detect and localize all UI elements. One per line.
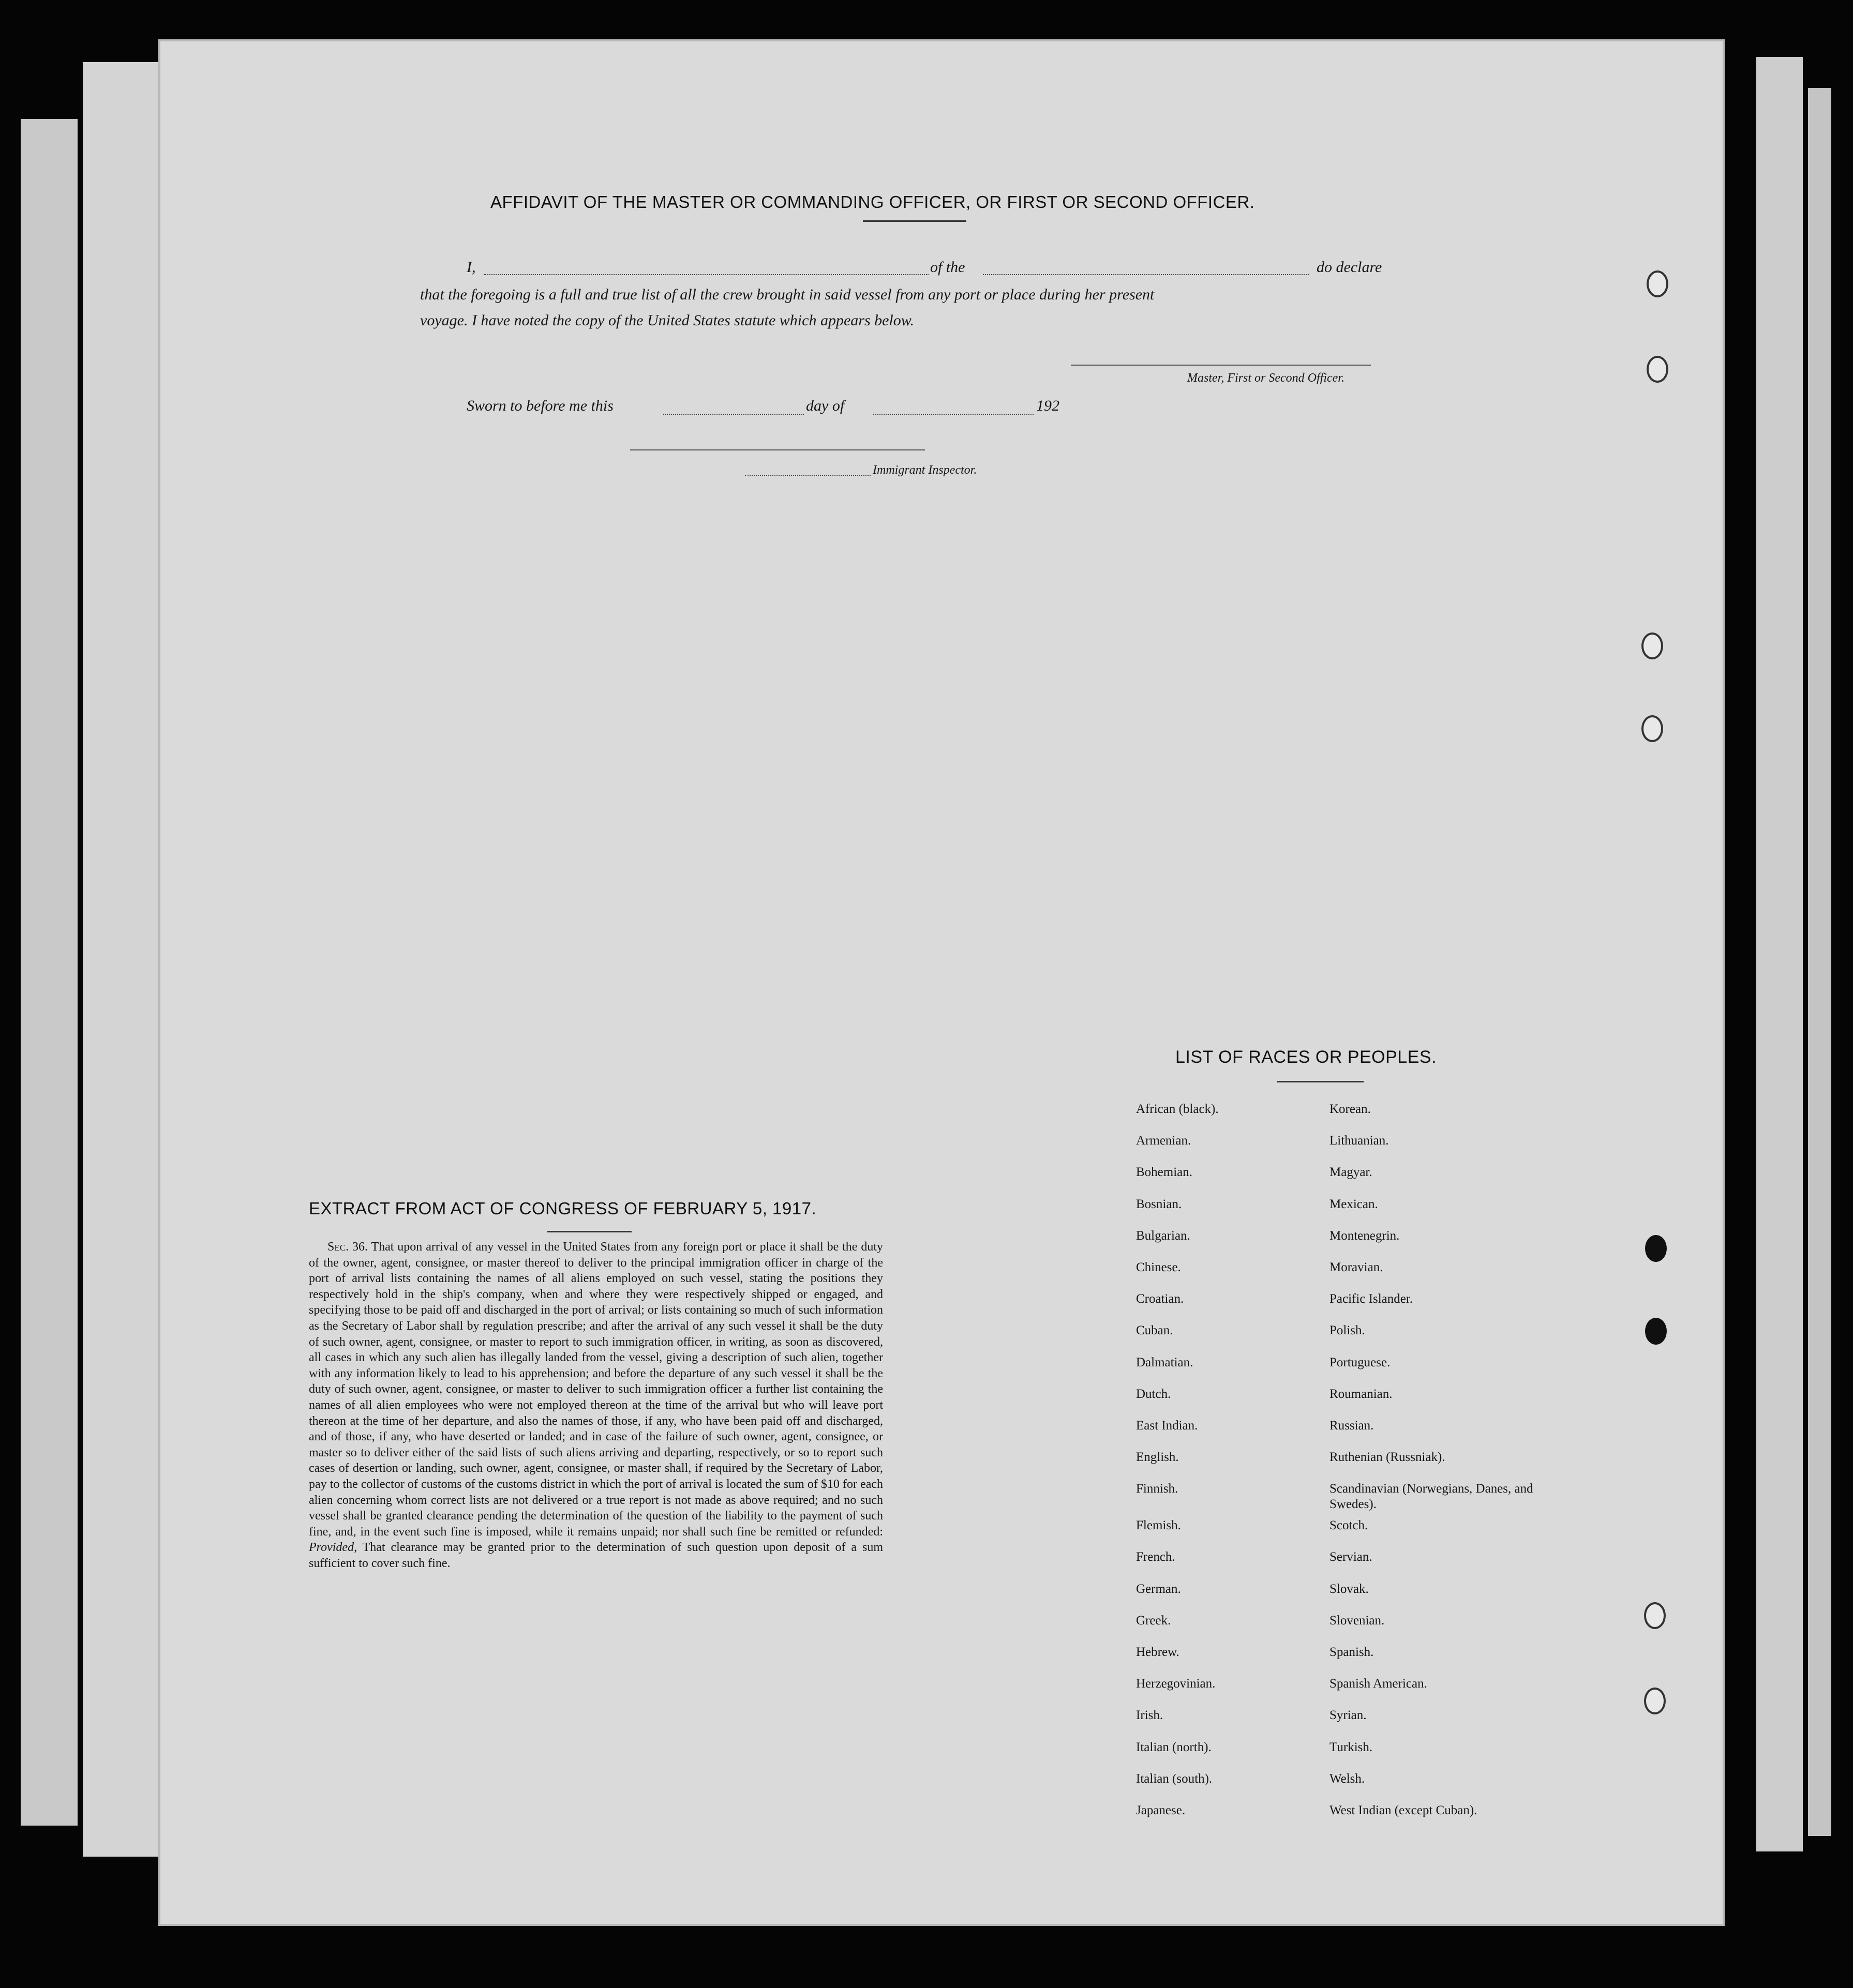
affidavit-line-3: voyage. I have noted the copy of the United States statute which appears below.: [420, 312, 915, 329]
extract-text: That upon arrival of any vessel in the United States from any foreign port or place it shall be the duty of the owner, agent, consignee, or master thereof to deliver to the principal immigration officer in charge of the port of arrival lists containing the names of all aliens employed on such vessel, stating the positions they respectively hold in the ship's company, when and where they were respectively shipped or engaged, and specifying those to be paid off and discharged in the port of arrival; or lists containing so much of such information as the Secretary of Labor shall by regulation prescribe; and after the arrival of any such vessel it shall be the duty of such owner, agent, consignee, or master to report to such immigration officer, in writing, as soon as discovered, all cases in which any such alien has illegally landed from the vessel, giving a description of such alien, together with any information likely to lead to his apprehension; and before the departure of any such vessel it shall be the duty of such owner, agent, consignee, or master to deliver to such immigration officer a further list containing the names of all alien employees who were not employed thereon at the time of the arrival but who will leave port thereon at the time of her departure, and also the names of those, if any, who have been paid off and discharged, and of those, if any, who have deserted or landed; and in case of the failure of such owner, agent, consignee, or master so to deliver either of the said lists of such aliens arriving and departing, respectively, or so to report such cases of desertion or landing, such owner, agent, consignee, or master shall, if required by the Secretary of Labor, pay to the collector of customs of the customs district in which the port of arrival is located the sum of $10 for each alien concerning whom correct lists are not delivered or a true report is not made as above required; and no such vessel shall be granted clearance pending the determination of the question of the liability to the payment of such fine, and, in the event such fine is imposed, while it remains unpaid; nor shall such fine be remitted or refunded:: [309, 1240, 883, 1539]
race-item: Japanese.: [1136, 1803, 1186, 1817]
extract-provided: Provided,: [309, 1541, 357, 1555]
affidavit-declare: do declare: [1317, 259, 1382, 276]
race-item: Italian (south).: [1136, 1771, 1213, 1786]
year-prefix: 192: [1036, 397, 1059, 414]
races-title: LIST OF RACES OR PEOPLES.: [1175, 1047, 1437, 1067]
race-item: Korean.: [1329, 1102, 1371, 1116]
race-item: West Indian (except Cuban).: [1329, 1803, 1477, 1817]
race-item: Scotch.: [1329, 1518, 1368, 1533]
affidavit-title: AFFIDAVIT OF THE MASTER OR COMMANDING OFFICER, OR FIRST OR SECOND OFFICER.: [490, 192, 1255, 212]
affidavit-line-2: that the foregoing is a full and true list of all the crew brought in said vessel from any port or place during her present: [420, 286, 1155, 303]
race-item: Ruthenian (Russniak).: [1329, 1450, 1445, 1465]
race-item: Herzegovinian.: [1136, 1677, 1216, 1691]
race-item: Moravian.: [1329, 1260, 1383, 1274]
race-item: German.: [1136, 1582, 1181, 1596]
extract-body: [309, 1239, 883, 1571]
sworn-before: Sworn to before me this: [467, 397, 614, 414]
race-item: Scandinavian (Norwegians, Danes, and Swedes).: [1329, 1482, 1533, 1512]
vessel-name-field[interactable]: [983, 274, 1309, 275]
race-item: Bosnian.: [1136, 1197, 1182, 1211]
race-item: Slovak.: [1329, 1582, 1369, 1596]
punch-hole-icon: [1641, 632, 1663, 659]
race-item: Hebrew.: [1136, 1645, 1179, 1659]
race-item: Pacific Islander.: [1329, 1292, 1413, 1306]
punch-hole-icon: [1644, 1602, 1666, 1629]
race-item: Cuban.: [1136, 1323, 1173, 1338]
race-item: Dalmatian.: [1136, 1355, 1193, 1369]
race-item: English.: [1136, 1450, 1179, 1465]
race-item: Spanish.: [1329, 1645, 1374, 1659]
background-page-left: [21, 119, 78, 1826]
race-item: Bohemian.: [1136, 1165, 1193, 1180]
extract-title-underline: [547, 1231, 632, 1232]
race-item: Finnish.: [1136, 1482, 1178, 1496]
sworn-day-field[interactable]: [663, 414, 804, 415]
background-page-left-inner: [83, 62, 166, 1857]
punch-hole-icon: [1644, 1688, 1666, 1714]
race-item: Roumanian.: [1329, 1387, 1393, 1401]
punch-hole-icon: [1647, 270, 1668, 297]
master-name-field[interactable]: [484, 274, 929, 275]
race-item: Spanish American.: [1329, 1677, 1427, 1691]
title-underline: [863, 220, 966, 222]
race-item: African (black).: [1136, 1102, 1219, 1116]
race-item: Armenian.: [1136, 1134, 1191, 1148]
punch-hole-icon: [1645, 1235, 1667, 1262]
race-item: Dutch.: [1136, 1387, 1171, 1401]
race-item: Irish.: [1136, 1708, 1163, 1723]
punch-hole-icon: [1641, 715, 1663, 742]
extract-title: EXTRACT FROM ACT OF CONGRESS OF FEBRUARY 5, 1917.: [309, 1199, 817, 1218]
race-item: Turkish.: [1329, 1740, 1373, 1754]
race-item: Croatian.: [1136, 1292, 1184, 1306]
races-title-underline: [1277, 1081, 1364, 1082]
extract-section: Sec. 36.: [327, 1240, 368, 1254]
races-list-left: [1136, 1102, 1219, 1834]
race-item: French.: [1136, 1550, 1175, 1564]
sworn-month-field[interactable]: [873, 414, 1034, 415]
race-item: Flemish.: [1136, 1518, 1181, 1533]
race-item: Greek.: [1136, 1613, 1171, 1628]
race-item: Chinese.: [1136, 1260, 1181, 1274]
extract-text-after: That clearance may be granted prior to the determination of such question upon deposit of a sum sufficient to cover such fine.: [309, 1541, 883, 1570]
race-item: Italian (north).: [1136, 1740, 1212, 1754]
race-item: Portuguese.: [1329, 1355, 1391, 1369]
race-item: Slovenian.: [1329, 1613, 1385, 1628]
punch-hole-icon: [1647, 356, 1668, 383]
background-page-right: [1756, 57, 1803, 1851]
race-item: Bulgarian.: [1136, 1228, 1190, 1243]
race-item: Montenegrin.: [1329, 1228, 1400, 1243]
race-item: Mexican.: [1329, 1197, 1378, 1211]
affidavit-i: I,: [467, 259, 476, 276]
background-page-right-outer: [1808, 88, 1831, 1836]
race-item: Welsh.: [1329, 1771, 1365, 1786]
race-item: Polish.: [1329, 1323, 1365, 1338]
race-item: Lithuanian.: [1329, 1134, 1389, 1148]
race-item: East Indian.: [1136, 1418, 1198, 1433]
races-list-right: [1329, 1102, 1547, 1834]
race-item: Russian.: [1329, 1418, 1374, 1433]
race-item: Syrian.: [1329, 1708, 1367, 1723]
inspector-label: Immigrant Inspector.: [873, 463, 977, 477]
affidavit-of-the: of the: [930, 259, 965, 276]
inspector-signature-line[interactable]: [630, 449, 925, 450]
master-signature-line[interactable]: [1071, 365, 1371, 366]
master-signature-label: Master, First or Second Officer.: [1187, 371, 1344, 385]
race-item: Servian.: [1329, 1550, 1372, 1564]
punch-hole-icon: [1645, 1318, 1667, 1345]
inspector-name-field[interactable]: [745, 475, 871, 476]
day-of: day of: [806, 397, 845, 414]
race-item: Magyar.: [1329, 1165, 1372, 1180]
